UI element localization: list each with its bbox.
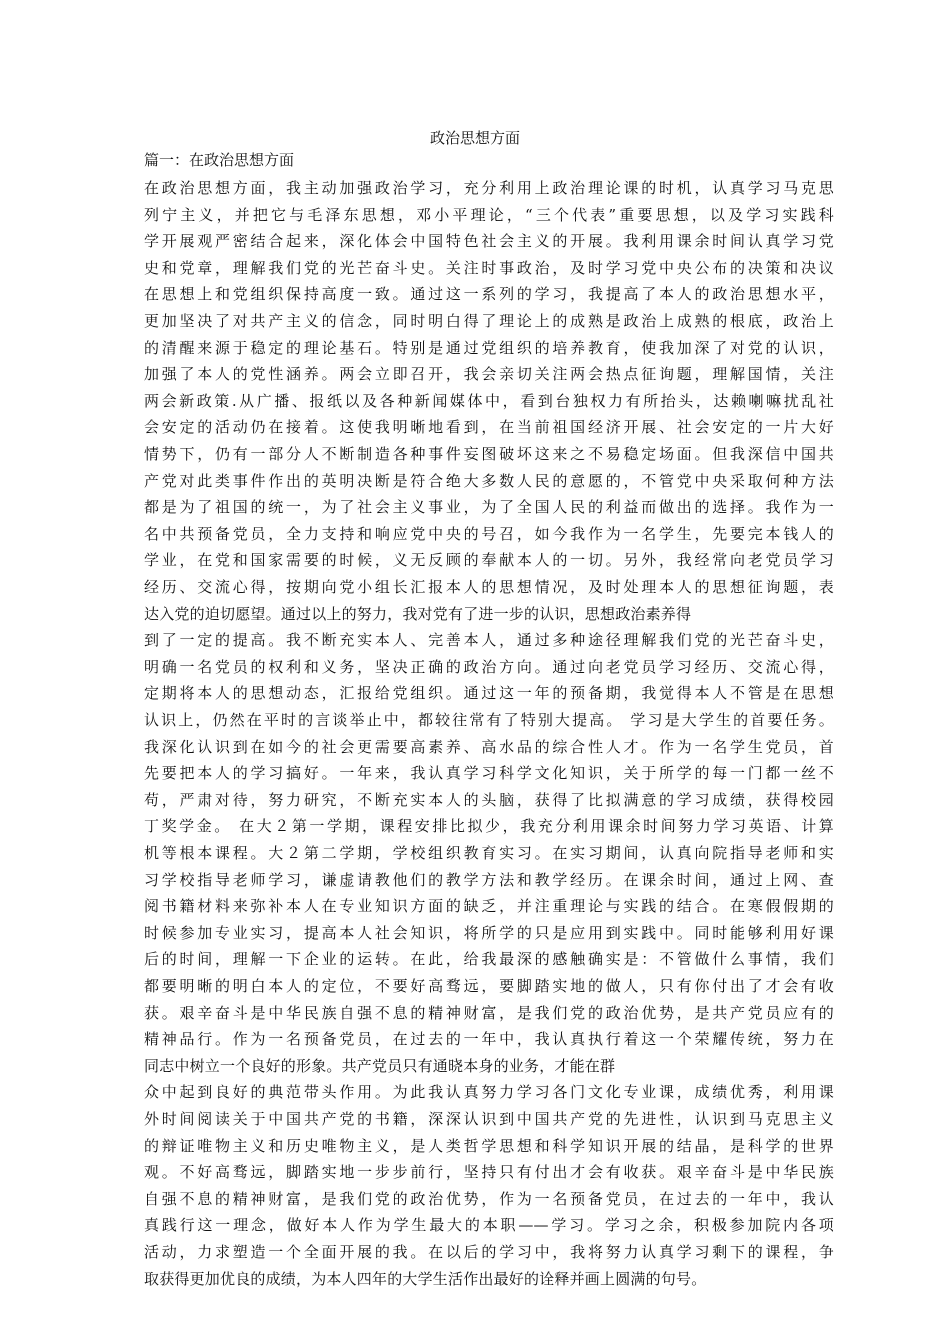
body-line: 众中起到良好的典范带头作用。为此我认真努力学习各门文化专业课，成绩优秀，利用课 (144, 1083, 834, 1102)
body-line: 我深化认识到在如今的社会更需要高素养、高水品的综合性人才。作为一名学生党员，首 (144, 737, 834, 756)
section-heading: 篇一：在政治思想方面 (144, 151, 295, 169)
body-line: 名中共预备党员，全力支持和响应党中央的号召，如今我作为一名学生，先要完本钱人的 (144, 524, 834, 543)
body-line: 认识上，仍然在平时的言谈举止中，都较往常有了特别大提高。 学习是大学生的首要任务。 (144, 711, 834, 729)
body-line: 都是为了祖国的统一，为了社会主义事业，为了全国人民的利益而做出的选择。我作为一 (144, 498, 834, 517)
body-line: 产党对此类事件作出的英明决断是符合绝大多数人民的意愿的，不管党中央采取何种方法 (144, 471, 834, 490)
body-line: 先要把本人的学习搞好。一年来，我认真学习科学文化知识，关于所学的每一门都一丝不 (144, 764, 834, 783)
body-line: 会安定的活动仍在接着。这使我明晰地看到，在当前祖国经济开展、社会安定的一片大好 (144, 418, 834, 437)
body-line: 精神品行。作为一名预备党员，在过去的一年中，我认真执行着这一个荣耀传统，努力在 (144, 1030, 834, 1049)
body-line: 观。不好高骛远，脚踏实地一步步前行，坚持只有付出才会有收获。艰辛奋斗是中华民族 (144, 1163, 834, 1182)
body-line: 阅书籍材料来弥补本人在专业知识方面的缺乏，并注重理论与实践的结合。在寒假假期的 (144, 897, 834, 916)
body-line: 史和党章，理解我们党的光芒奋斗史。关注时事政治，及时学习党中央公布的决策和决议 (144, 258, 834, 277)
body-line: 在思想上和党组织保持高度一致。通过这一系列的学习，我提高了本人的政治思想水平， (144, 285, 834, 304)
body-line: 外时间阅读关于中国共产党的书籍，深深认识到中国共产党的先进性，认识到马克思主义 (144, 1110, 834, 1128)
body-line: 丁奖学金。 在大２第一学期，课程安排比拟少，我充分利用课余时间努力学习英语、计算 (144, 817, 834, 836)
body-line: 加强了本人的党性涵养。两会立即召开，我会亲切关注两会热点征询题，理解国情，关注 (144, 365, 834, 384)
body-line: 学开展观严密结合起来，深化体会中国特色社会主义的开展。我利用课余时间认真学习党 (144, 232, 834, 251)
body-line: 经历、交流心得，按期向党小组长汇报本人的思想情况，及时处理本人的思想征询题，表 (144, 578, 834, 596)
body-line: 学业，在党和国家需要的时候，义无反顾的奉献本人的一切。另外，我经常向老党员学习 (144, 551, 834, 570)
document-title: 政治思想方面 (429, 129, 520, 147)
body-line: 两会新政策.从广播、报纸以及各种新闻媒体中，看到台独权力有所抬头，达赖喇嘛扰乱社 (144, 391, 834, 410)
body-line: 机等根本课程。大２第二学期，学校组织教育实习。在实习期间，认真向院指导老师和实 (144, 844, 834, 862)
body-line: 时候参加专业实习，提高本人社会知识，将所学的只是应用到实践中。同时能够利用好课 (144, 923, 834, 942)
body-line: 明确一名党员的权利和义务，坚决正确的政治方向。通过向老党员学习经历、交流心得， (144, 657, 834, 676)
body-line: 列宁主义，并把它与毛泽东思想，邓小平理论，“三个代表”重要思想，以及学习实践科 (144, 205, 834, 224)
body-line: 的清醒来源于稳定的理论基石。特别是通过党组织的培养教育，使我加深了对党的认识， (144, 338, 834, 357)
body-line: 在政治思想方面，我主动加强政治学习，充分利用上政治理论课的时机，认真学习马克思 (144, 179, 834, 197)
body-line: 的辩证唯物主义和历史唯物主义，是人类哲学思想和科学知识开展的结晶，是科学的世界 (144, 1136, 834, 1155)
body-line: 获。艰辛奋斗是中华民族自强不息的精神财富，是我们党的政治优势，是共产党员应有的 (144, 1003, 834, 1022)
body-line: 达入党的迫切愿望。通过以上的努力，我对党有了进一步的认识，思想政治素养得 (144, 604, 692, 623)
body-line: 后的时间，理解一下企业的运转。在此，给我最深的感触确实是：不管做什么事情，我们 (144, 950, 834, 969)
body-line: 都要明晰的明白本人的定位，不要好高骛远，要脚踏实地的做人，只有你付出了才会有收 (144, 977, 834, 995)
body-line: 更加坚决了对共产主义的信念，同时明白得了理论上的成熟是政治上成熟的根底，政治上 (144, 312, 834, 330)
body-line: 习学校指导老师学习，谦虚请教他们的教学方法和教学经历。在课余时间，通过上网、查 (144, 870, 834, 889)
body-line: 到了一定的提高。我不断充实本人、完善本人，通过多种途径理解我们党的光芒奋斗史， (144, 631, 834, 650)
body-line: 取获得更加优良的成绩，为本人四年的大学生活作出最好的诠释并画上圆满的句号。 (144, 1269, 707, 1288)
body-line: 同志中树立一个良好的形象。共产党员只有通晓本身的业务，才能在群 (144, 1056, 616, 1075)
body-line: 真践行这一理念，做好本人作为学生最大的本职——学习。学习之余，积极参加院内各项 (144, 1216, 834, 1235)
body-line: 定期将本人的思想动态，汇报给党组织。通过这一年的预备期，我觉得本人不管是在思想 (144, 684, 834, 703)
body-line: 活动，力求塑造一个全面开展的我。在以后的学习中，我将努力认真学习剩下的课程，争 (144, 1243, 834, 1261)
body-line: 自强不息的精神财富，是我们党的政治优势，作为一名预备党员，在过去的一年中，我认 (144, 1189, 834, 1208)
body-line: 情势下，仍有一部分人不断制造各种事件妄图破坏这来之不易稳定场面。但我深信中国共 (144, 445, 834, 463)
body-line: 苟，严肃对待，努力研究，不断充实本人的头脑，获得了比拟满意的学习成绩，获得校园 (144, 790, 834, 809)
